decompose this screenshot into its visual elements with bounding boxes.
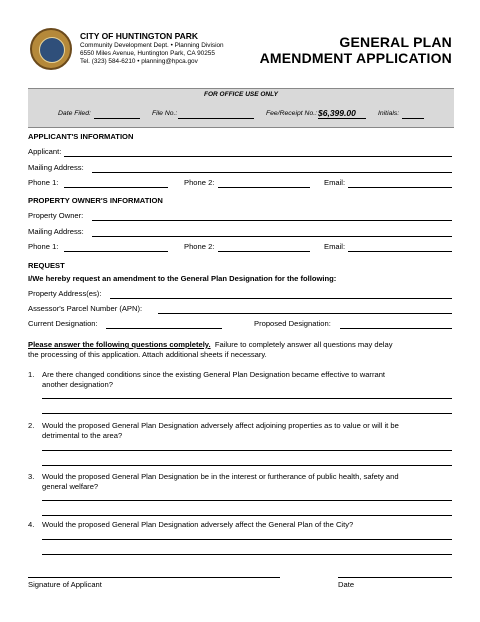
form-title-line2: AMENDMENT APPLICATION — [259, 50, 452, 66]
property-address-label: Property Address(es): — [28, 289, 102, 298]
office-use-box — [28, 88, 454, 128]
owner-email-field[interactable] — [348, 251, 452, 252]
signature-field[interactable] — [28, 577, 280, 578]
question-1-answer-line1[interactable] — [42, 398, 452, 399]
initials-label: Initials: — [378, 110, 400, 117]
questions-intro-line2: the processing of this application. Attach additional sheets if necessary. — [28, 350, 267, 359]
file-no-field[interactable] — [178, 118, 254, 119]
date-filed-field[interactable] — [94, 118, 140, 119]
signature-label: Signature of Applicant — [28, 580, 102, 589]
question-2-answer-line2[interactable] — [42, 465, 452, 466]
date-filed-label: Date Filed: — [58, 110, 91, 117]
applicant-email-field[interactable] — [348, 187, 452, 188]
question-3-number: 3. — [28, 472, 35, 481]
city-seal-logo — [30, 28, 72, 70]
questions-intro — [28, 340, 456, 350]
current-designation-field[interactable] — [106, 328, 222, 329]
owner-mailing-label: Mailing Address: — [28, 227, 84, 236]
question-3-line2: general welfare? — [42, 482, 99, 491]
question-2-line2: detrimental to the area? — [42, 431, 123, 440]
proposed-designation-label: Proposed Designation: — [254, 319, 331, 328]
org-name: CITY OF HUNTINGTON PARK — [80, 31, 199, 41]
owner-email-label: Email: — [324, 242, 346, 251]
file-no-label: File No.: — [152, 110, 178, 117]
request-statement: I/We hereby request an amendment to the General Plan Designation for the following: — [28, 274, 337, 283]
applicant-phone2-label: Phone 2: — [184, 178, 215, 187]
apn-field[interactable] — [158, 313, 452, 314]
question-1-line2: another designation? — [42, 380, 113, 389]
owner-phone2-label: Phone 2: — [184, 242, 215, 251]
date-label: Date — [338, 580, 355, 589]
question-4-answer-line2[interactable] — [42, 554, 452, 555]
question-3-answer-line1[interactable] — [42, 500, 452, 501]
applicant-mailing-field[interactable] — [92, 172, 452, 173]
request-heading: REQUEST — [28, 261, 65, 270]
applicant-field[interactable] — [64, 156, 452, 157]
fee-receipt-field[interactable] — [318, 118, 366, 119]
questions-intro-rest: Failure to completely answer all questions may delay — [214, 340, 393, 349]
question-2-number: 2. — [28, 421, 35, 430]
question-1-answer-line2[interactable] — [42, 413, 452, 414]
org-dept: Community Development Dept. • Planning Division — [80, 42, 224, 49]
question-3-line1: Would the proposed General Plan Designation be in the interest or furtherance of public health, safety and — [42, 472, 399, 481]
form-title-line1: GENERAL PLAN — [339, 34, 452, 50]
property-address-field[interactable] — [110, 298, 452, 299]
current-designation-label: Current Designation: — [28, 319, 98, 328]
office-use-title: FOR OFFICE USE ONLY — [204, 91, 278, 98]
question-2-line1: Would the proposed General Plan Designation adversely affect adjoining properties as to value or will it be — [42, 421, 399, 430]
question-2-answer-line1[interactable] — [42, 450, 452, 451]
applicant-phone1-label: Phone 1: — [28, 178, 59, 187]
questions-intro-bold: Please answer the following questions completely. — [28, 340, 211, 349]
owner-phone1-label: Phone 1: — [28, 242, 59, 251]
initials-field[interactable] — [402, 118, 424, 119]
question-3-answer-line2[interactable] — [42, 515, 452, 516]
apn-label: Assessor's Parcel Number (APN): — [28, 304, 143, 313]
applicant-label: Applicant: — [28, 147, 62, 156]
applicant-phone2-field[interactable] — [218, 187, 310, 188]
seal-emblem — [39, 37, 65, 63]
owner-phone2-field[interactable] — [218, 251, 310, 252]
owner-heading: PROPERTY OWNER'S INFORMATION — [28, 196, 163, 205]
owner-field[interactable] — [92, 220, 452, 221]
owner-label: Property Owner: — [28, 211, 84, 220]
applicant-phone1-field[interactable] — [64, 187, 168, 188]
applicant-heading: APPLICANT'S INFORMATION — [28, 132, 134, 141]
fee-receipt-label: Fee/Receipt No.: — [266, 110, 317, 117]
org-address: 6550 Miles Avenue, Huntington Park, CA 90255 — [80, 50, 215, 57]
fee-receipt-value: $6,399.00 — [318, 108, 356, 118]
question-4-number: 4. — [28, 520, 35, 529]
owner-phone1-field[interactable] — [64, 251, 168, 252]
applicant-mailing-label: Mailing Address: — [28, 163, 84, 172]
date-field[interactable] — [338, 577, 452, 578]
question-4-answer-line1[interactable] — [42, 539, 452, 540]
question-1-line1: Are there changed conditions since the existing General Plan Designation became effective to warrant — [42, 370, 386, 379]
question-1-number: 1. — [28, 370, 35, 379]
proposed-designation-field[interactable] — [340, 328, 452, 329]
org-contact: Tel. (323) 584-6210 • planning@hpca.gov — [80, 58, 198, 65]
applicant-email-label: Email: — [324, 178, 346, 187]
owner-mailing-field[interactable] — [92, 236, 452, 237]
question-4-line1: Would the proposed General Plan Designation adversely affect the General Plan of the City? — [42, 520, 354, 529]
